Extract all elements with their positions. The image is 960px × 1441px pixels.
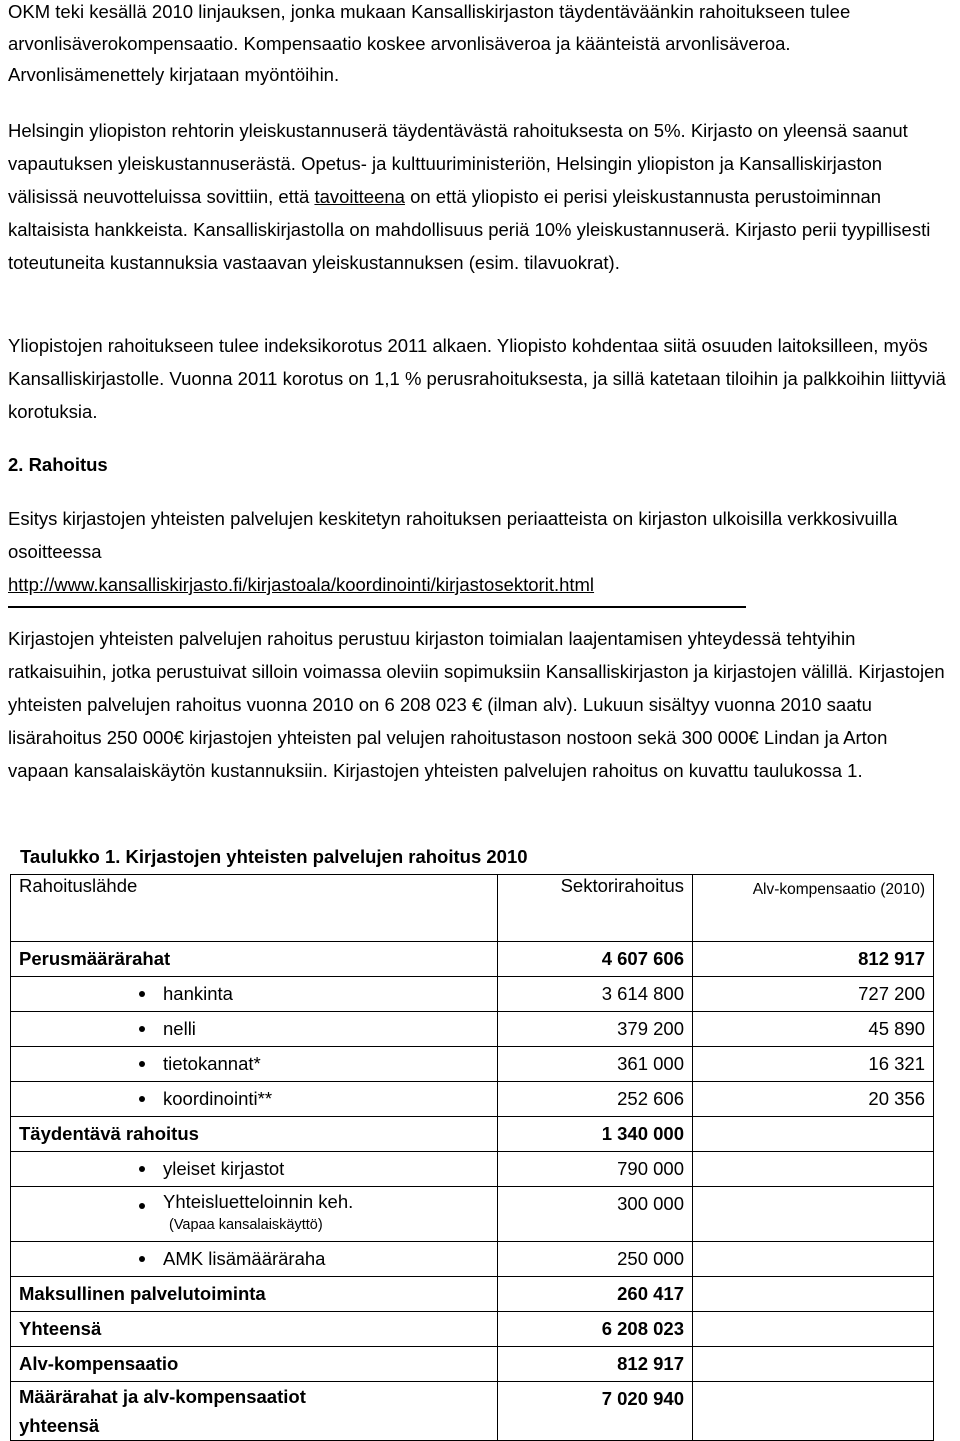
paragraph-overhead-text-b: on että yliopisto ei perisi yleiskustannusta perustoiminnan kaltaisista hankkeista. Kansalliskirjastolla on mahdollisuus periä 10% yleiskustannuserä. Kirjasto perii tyypillisesti toteutuneita kustannuksia vastaavan yleiskustannuksen (esim. tilavuokrat). — [8, 186, 931, 273]
row-alv-value — [693, 1312, 934, 1347]
bullet-icon — [139, 1256, 145, 1262]
row-sector-value: 250 000 — [498, 1242, 693, 1277]
header-source: Rahoituslähde — [11, 875, 498, 942]
table-header-row — [11, 875, 934, 942]
row-label: Alv-kompensaatio — [11, 1347, 498, 1382]
row-sector-value: 260 417 — [498, 1277, 693, 1312]
table-row — [11, 977, 934, 1012]
row-label — [11, 1242, 498, 1277]
horizontal-rule — [8, 606, 746, 608]
row-sector-value: 812 917 — [498, 1347, 693, 1382]
table-row — [11, 1277, 934, 1312]
paragraph-funding: Kirjastojen yhteisten palvelujen rahoitus perustuu kirjaston toimialan laajentamisen yhteydessä tehtyihin ratkaisuihin, jotka perustuivat silloin voimassa oleviin sopimuksiin Kansalliskirjaston ja kirjastojen välillä. Kirjastojen yhteisten palvelujen rahoitus vuonna 2010 on 6 208 023 € (ilman alv). Lukuun sisältyy vuonna 2010 saatu lisärahoitus 250 000€ kirjastojen yhteisten pal velujen rahoitustason nostoon sekä 300 000€ Lindan ja Arton vapaan kansalaiskäytön kustannuksiin. Kirjastojen yhteisten palvelujen rahoitus on kuvattu taulukossa 1. — [8, 628, 945, 781]
paragraph-overhead — [8, 114, 948, 279]
table-caption: Taulukko 1. Kirjastojen yhteisten palvelujen rahoitus 2010 — [20, 846, 528, 867]
table-row — [11, 1117, 934, 1152]
bullet-icon — [139, 1203, 145, 1209]
bullet-icon — [139, 991, 145, 997]
funding-table — [10, 874, 934, 1441]
row-alv-value: 45 890 — [693, 1012, 934, 1047]
header-sector: Sektorirahoitus — [498, 875, 693, 942]
paragraph-alv-policy: OKM teki kesällä 2010 linjauksen, jonka mukaan Kansalliskirjaston täydentäväänkin rahoitukseen tulee arvonlisäverokompensaatio. Kompensaatio koskee arvonlisäveroa ja käänteistä arvonlisäveroa. Arvonlisämenettely kirjataan myöntöihin. — [8, 1, 851, 85]
section-heading: 2. Rahoitus — [8, 454, 108, 475]
row-sector-value: 7 020 940 — [498, 1382, 693, 1441]
row-label: Maksullinen palvelutoiminta — [11, 1277, 498, 1312]
row-sector-value: 252 606 — [498, 1082, 693, 1117]
row-label — [11, 1382, 498, 1441]
url-paragraph — [8, 568, 948, 601]
header-alv: Alv-kompensaatio (2010) — [693, 875, 934, 942]
table-row — [11, 942, 934, 977]
bullet-icon — [139, 1061, 145, 1067]
table-row — [11, 1187, 934, 1242]
row-label: Perusmäärärahat — [11, 942, 498, 977]
table-row — [11, 1347, 934, 1382]
row-sector-value: 1 340 000 — [498, 1117, 693, 1152]
table-row — [11, 1312, 934, 1347]
row-label: Täydentävä rahoitus — [11, 1117, 498, 1152]
row-sector-value: 790 000 — [498, 1152, 693, 1187]
row-alv-value: 727 200 — [693, 977, 934, 1012]
bullet-icon — [139, 1096, 145, 1102]
table-row — [11, 1242, 934, 1277]
table-row — [11, 1152, 934, 1187]
bullet-icon — [139, 1026, 145, 1032]
row-alv-value — [693, 1382, 934, 1441]
row-alv-value — [693, 1347, 934, 1382]
row-alv-value — [693, 1117, 934, 1152]
total-label: Määrärahat ja alv-kompensaatiot yhteensä — [19, 1386, 306, 1436]
row-label — [11, 1047, 498, 1082]
table-row — [11, 1082, 934, 1117]
row-label — [11, 977, 498, 1012]
paragraph-overhead-text-a: Helsingin yliopiston rehtorin yleiskustannuserä täydentävästä rahoituksesta on 5%. Kirjasto on yleensä saanut vapautuksen yleiskustannuserästä. Opetus- ja kulttuuriministeriön, Helsingin yliopiston ja Kansalliskirjaston välisissä neuvotteluissa sovittiin, että — [8, 120, 908, 207]
row-alv-value — [693, 1277, 934, 1312]
row-label — [11, 1012, 498, 1047]
item-label: koordinointi** — [163, 1088, 273, 1109]
row-alv-value: 16 321 — [693, 1047, 934, 1082]
row-alv-value: 812 917 — [693, 942, 934, 977]
row-alv-value: 20 356 — [693, 1082, 934, 1117]
row-label — [11, 1187, 498, 1242]
row-alv-value — [693, 1187, 934, 1242]
row-sector-value: 6 208 023 — [498, 1312, 693, 1347]
row-sector-value: 300 000 — [498, 1187, 693, 1242]
paragraph-proposal: Esitys kirjastojen yhteisten palvelujen keskitetyn rahoituksen periaatteista on kirjaston ulkoisilla verkkosivuilla osoitteessa — [8, 508, 898, 562]
item-note: (Vapaa kansalaiskäyttö) — [169, 1217, 323, 1233]
item-label: hankinta — [163, 983, 233, 1004]
underlined-word: tavoitteena — [314, 186, 405, 207]
row-label: Yhteensä — [11, 1312, 498, 1347]
table-row — [11, 1012, 934, 1047]
paragraph-index-raise: Yliopistojen rahoitukseen tulee indeksikorotus 2011 alkaen. Yliopisto kohdentaa siitä osuuden laitoksilleen, myös Kansalliskirjastolle. Vuonna 2011 korotus on 1,1 % perusrahoituksesta, ja sillä katetaan tiloihin ja palkkoihin liittyviä korotuksia. — [8, 335, 946, 422]
item-label: tietokannat* — [163, 1053, 261, 1074]
item-label: AMK lisämääräraha — [163, 1248, 326, 1269]
row-sector-value: 4 607 606 — [498, 942, 693, 977]
row-label — [11, 1082, 498, 1117]
item-label: nelli — [163, 1018, 196, 1039]
item-label: yleiset kirjastot — [163, 1158, 285, 1179]
row-sector-value: 361 000 — [498, 1047, 693, 1082]
row-sector-value: 3 614 800 — [498, 977, 693, 1012]
external-link[interactable]: http://www.kansalliskirjasto.fi/kirjastoala/koordinointi/kirjastosektorit.html — [8, 574, 595, 595]
row-alv-value — [693, 1242, 934, 1277]
row-label — [11, 1152, 498, 1187]
table-row — [11, 1382, 934, 1441]
row-alv-value — [693, 1152, 934, 1187]
bullet-icon — [139, 1166, 145, 1172]
item-label: Yhteisluetteloinnin keh. — [163, 1191, 354, 1212]
table-row — [11, 1047, 934, 1082]
row-sector-value: 379 200 — [498, 1012, 693, 1047]
